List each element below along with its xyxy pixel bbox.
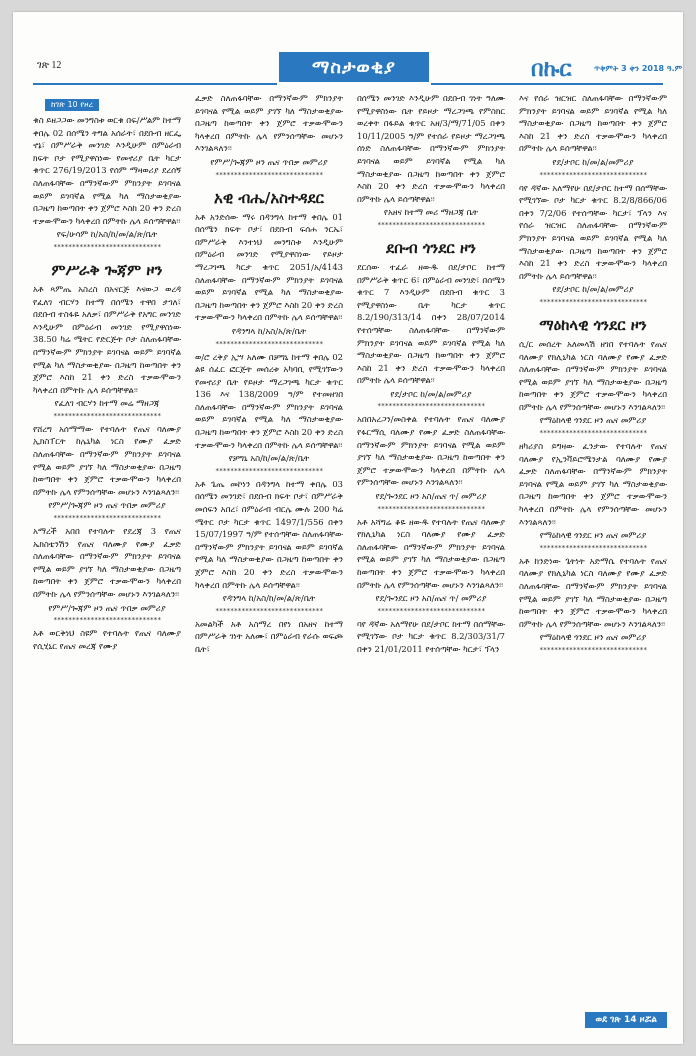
notice-text: እና የሰራ ዝርዝር ስለጠፋባቸው በማንኛውም ምክንያት ይገባናል ወይም ይገባኛል የሚል ካለ ማስታወቂያው በጋዜጣ ከወጣበት ቀን ጀምሮ እስከ 21 ቀን ድረስ ተቃውሞውን ካላቀረበ በምትኩ ሌላ ይሰጣቸዋል፡፡ bbox=[519, 93, 667, 154]
notice-item bbox=[195, 92, 343, 181]
notice-text: አበበአረጋን/መስቀል የተባሉት የጤና ባለሙያ የፋርማሲ ባለሙያ የሙያ ፈቃድ ስለጠፋባቸው በማንኛውም ምክንያት ይገባናል የሚል ወይም ያገኘ ካለ ማስታወቂያው በጋዜጣ ከወጣበት ቀን ጀምሮ ተቃውሞውን ካላቀረበ በምትኩ ሌላ የምንሰጣቸው መሆኑን እንገልጻለን፡፡ bbox=[357, 414, 505, 488]
notice-columns bbox=[33, 92, 665, 1036]
asterisk-separator: ***************************** bbox=[539, 543, 647, 552]
asterisk-separator: ***************************** bbox=[539, 645, 647, 654]
notice-signature: የደ/ጐንደር ዞን አስ/ጤና ጥ/ መምሪያ bbox=[375, 593, 487, 604]
notice-text: አማረች አበበ የተባሉት የደረጃ 3 የጤና ኤክስቴንሽን የጤና ባለሙያ የሙያ ፈቃድ ስለጠፋባቸው በማንኛውም ምክንያት ይገባናል የሚል ወይም ያገኘ ካለ ማስታወቂያው በጋዜጣ ከወጣበት ቀን ጀምሮ ተቃውሞውን ካላቀረበ በምትኩ ሌላ የምንሰጣቸው መሆኑን እንገልጻለን፡፡ bbox=[33, 526, 181, 599]
header-rule-left bbox=[33, 83, 277, 85]
asterisk-separator: ***************************** bbox=[53, 411, 161, 420]
asterisk-separator: ***************************** bbox=[539, 297, 647, 306]
notice-signature: የማዕከላዊ ጎንደር ዞን ጤና መምሪያ bbox=[539, 632, 647, 643]
notice-signature: የዳንግላ ከ/አስ/ከ/መ/ል/ጽ/ቤት bbox=[222, 593, 316, 604]
zone-heading: ደቡብ ጎንደር ዞን bbox=[386, 238, 476, 257]
asterisk-separator: ***************************** bbox=[377, 606, 485, 615]
asterisk-separator: ***************************** bbox=[377, 220, 485, 229]
notice-item bbox=[519, 440, 667, 554]
notice-signature: የምሥ/ጐጃም ዞን ጤና ጥበቃ መምሪያ bbox=[48, 602, 166, 613]
notice-item bbox=[357, 413, 505, 514]
asterisk-separator: ***************************** bbox=[377, 504, 485, 513]
notice-signature: የማዕከላዊ ጎንደር ዞን ጤና መምሪያ bbox=[539, 415, 647, 426]
continued-on-page-tag: ወደ ገጽ 14 ዞሯል bbox=[585, 1012, 667, 1028]
notice-item bbox=[519, 182, 667, 308]
notice-signature: የአዘና ከተማ መሪ ማዘጋጃ ቤት bbox=[383, 207, 479, 218]
section-title: ማስታወቂያ bbox=[279, 52, 429, 82]
zone-heading: ምሥራቅ ጐጃም ዞን bbox=[51, 260, 163, 279]
notice-text: ወ/ሮ ረቅያ ኢሣ አለሙ በቻግኒ ከተማ ቀበሌ 02 ልዩ ሰፈር ፎርጅት መሰረቱ አካባቢ የሚገኘውን የመኖሪያ ቤት የይዞታ ማረጋገጫ ካርታ ቁጥር 136 እና 138/2009 ዓ/ም የተመዘገበ ስለጠፋባቸው በማንኛውም ምክንያት ይገባናል ወይም ይገባኛል የሚል ካለ ማስታወቂያው በጋዜጣ ከወጣበት ቀን ጀምሮ እስከ 20 ቀን ድረስ ተቃውሞውን ካላቀረበ በምትኩ ሌላ ይሰጣቸዋል፡፡ bbox=[195, 351, 343, 450]
notice-item bbox=[195, 618, 343, 656]
asterisk-separator: ***************************** bbox=[215, 339, 323, 348]
notice-signature: የደ/ታቦር ከ/መ/ል/መምሪያ bbox=[390, 388, 472, 399]
notice-signature: የምሥ/ጐጃም ዞን ጤና ጥበቃ መምሪያ bbox=[210, 156, 328, 167]
notice-text: አቶ ወርቅነህ ስዩም የተባሉት የጤና ባለሙያ የሲሂኒር የጤና መረጃ የሙያ bbox=[33, 628, 181, 651]
page-number: ገጽ 12 bbox=[37, 60, 62, 71]
continued-from-tag: ከገጽ 10 የዞረ bbox=[45, 99, 99, 111]
notice-item bbox=[519, 555, 667, 656]
page-header bbox=[13, 12, 683, 82]
notice-item bbox=[519, 92, 667, 181]
zone-heading: አዊ ብሔ/አስተዳደር bbox=[214, 188, 324, 207]
notice-signature: የቻግኒ አስ/ከ/መ/ል/ጽ/ቤት bbox=[228, 453, 310, 464]
notice-signature: የደ/ጐንደር ዞን አስ/ጤና ጥ/ መምሪያ bbox=[375, 491, 487, 502]
header-rule-right bbox=[431, 83, 663, 85]
notice-item bbox=[33, 261, 181, 422]
notice-signature: የፈለገ ብርሃን ከተማ መሬ ማዘጋጃ bbox=[54, 398, 160, 409]
notice-item bbox=[195, 478, 343, 617]
notice-item bbox=[519, 316, 667, 439]
column-1 bbox=[33, 92, 181, 1032]
asterisk-separator: ***************************** bbox=[53, 514, 161, 523]
column-3 bbox=[357, 92, 505, 1032]
notice-text: ቁስ ይዘጋጋው መንግስቱ ወርቁ በፍ/ሥልም ከተማ ቀበሌ 02 በሰሜን ትግል አሰራት፣ በደቡብ ዘርፌ ኖኔ፣ በምሥራቅ መንገድ እንዲሁም በምዕራብ ክፍት ቦታ የሚያዋስነው የመኖሪያ ቤት ካርታ ቁጥር 276/19/2013 የሰም ማዛወሪያ ደረሰኝ ስለጠፋባቸው በማንኛውም ምክንያት ይገባናል ወይም ይገባኛል የሚል ካለ ማስታወቂያው በጋዜጣ ከወጣበት ቀን ጀምሮ እስከ 20 ቀን ድረስ ተቃውሞውን ካላቀረበ በምትኩ ሌላ ይሰጣቸዋል፡፡ bbox=[33, 115, 181, 226]
notice-text: ደርሰው ተፈራ ዘውዱ በደ/ታቦር ከተማ በምሥራቅ ቁጥር 6፣ በምዕራብ መንገድ፣ በሰሜን ቁጥር 7 እንዲሁም በደቡብ ቁጥር 3 የሚያዋስነው ቤት ካርታ ቁጥር 8.2/190/313/14 በቀን 28/07/2014 የተሰጣቸው ስለጠፋባቸው በማንኛውም ምክንያት ይገባናል ወይም ይገባኛል የሚል ካለ ማስታወቂያው በጋዜጣ ከወጣበት ቀን ጀምሮ እስከ 21 ቀን ድረስ ተቃውሞውን ካላቀረበ በምትኩ ሌላ ይሰጣቸዋል፡፡ bbox=[357, 261, 505, 386]
notice-text: የሸረግ አሰማማው የተባሉት የጤና ባለሙያ ኢክስፐርት ከሌኒካል ነርስ የሙያ ፈቃድ ስለጠፋባቸው በማንኛውም ምክንያት ይገባናል የሚል ወይም ያገኘ ካለ ማስታወቂያው በጋዜጣ ከወጣበት ቀን ጀምሮ ተቃውሞውን ካላቀረበ በምትኩ ሌላ የምንሰጣቸው መሆኑን እንገልጻለን፡፡ bbox=[33, 423, 181, 497]
column-4 bbox=[519, 92, 667, 1032]
notice-signature: የፍ/ሁሳም ከ/አስ/ከ/መ/ል/ጽ/ቤት bbox=[56, 229, 158, 240]
notice-text: አቶ አንድሰው ማሩ በዳንግላ ከተማ ቀበሌ 01 በሰሜን ክፍት ቦታ፣ በደቡብ ፍሰሐ ንርኤ፣ በምሥራቅ እንተነህ መንግስቱ እንዲሁም በምዕራብ መንገድ የሚያዋስነው የይዞታ ማረጋገጫ ካርታ ቁጥር 2051/አ/4143 ስለጠፋባቸው በማንኛውም ምክንያት ይገባናል ወይም ይገባኛል የሚል ካለ ማስታወቂያው በጋዜጣ ከወጣበት ቀን ጀምሮ እስከ 20 ቀን ድረስ ተቃውሞውን ካላቀረበ በምትኩ ሌላ ይሰጣቸዋል፡፡ bbox=[195, 211, 343, 323]
paper-name: በኩር bbox=[531, 56, 572, 82]
notice-text: ባየ ዳኛው አለማየሁ በደ/ታቦር ከተማ በሰማቸው የሚገኘው ቦታ ካርታ ቁጥር 8.2/8/866/06 በቀን 7/2/06 የተሰጣቸው ካርታ፣ ፕላን እና የሰራ ዝርዝር ስለጠፋባቸው በማንኛውም ምክንያት ይገባናል ወይም ይገባኛል የሚል ካለ ማስታወቂያው በጋዜጣ ከወጣበት ቀን ጀምሮ እስከ 21 ቀን ድረስ ተቃውሞውን ካላቀረበ በምትኩ ሌላ ይሰጣቸዋል፡፡ bbox=[519, 182, 667, 281]
asterisk-separator: ***************************** bbox=[53, 242, 161, 251]
column-2 bbox=[195, 92, 343, 1032]
zone-heading: ማዕከላዊ ጎንደር ዞን bbox=[539, 315, 647, 334]
notice-item bbox=[357, 618, 505, 656]
notice-text: አመልካች አቶ አስማረ በየነ በአዘና ከተማ በምሥራቅ ገነት አለሙ፣ በምዕራብ የራሱ ወፍጮ ቤት፣ bbox=[195, 618, 343, 654]
notice-signature: የዳንግላ ከ/አስ/አ/ጽ/ቤት bbox=[231, 325, 307, 336]
notice-text: አቶ አሻግሬ ቆዬ ዘውዱ የተባሉት የጤና ባለሙያ የክሊኒካል ነርስ ባለሙያ የሙያ ፈቃድ ስለጠፋባቸው በማንኛውም ምክንያት ይገባናል የሚል ወይም ያገኘ ካለ ማስታወቂያው በጋዜጣ ከወጣበት ቀን ጀምሮ ተቃውሞውን ካላቀረበ በምትኩ ሌላ የምንሰጣቸው መሆኑን እንገልጻለን፡፡ bbox=[357, 516, 505, 590]
asterisk-separator: ***************************** bbox=[53, 616, 161, 625]
asterisk-separator: ***************************** bbox=[539, 429, 647, 438]
notice-item bbox=[357, 92, 505, 231]
notice-item bbox=[33, 627, 181, 652]
notice-signature: የምሥ/ጐጃም ዞን ጤና ጥበቃ መምሪያ bbox=[48, 500, 166, 511]
notice-item bbox=[357, 516, 505, 617]
asterisk-separator: ***************************** bbox=[215, 466, 323, 475]
newspaper-page bbox=[13, 12, 683, 1044]
notice-signature: የደ/ታቦር ከ/መ/ል/መምሪያ bbox=[552, 284, 634, 295]
notice-item bbox=[33, 114, 181, 253]
notice-text: ሲ/ር መሰረት አለመላሽ ዘገበ የተባሉት የጤና ባለሙያ የክሊኒካል ነርስ ባለሙያ የሙያ ፈቃድ ስለጠፋባቸው በማንኛውም ምክንያት ይገባናል የሚል ወይም ያገኘ ካለ ማስታወቂያው በጋዜጣ ከወጣበት ቀን ጀምሮ ተቃውሞውን ካላቀረበ በምትኩ ሌላ የምንሰጣቸው መሆኑን እንገልጻለን፡፡ bbox=[519, 338, 667, 412]
notice-text: ባየ ዳኛው አለማየሁ በደ/ታቦር ከተማ በሰማቸው የሚገኘው ቦታ ካርታ ቁጥር 8.2/303/31/7 በቀን 21/01/2011 የተሰጣቸው ካርታ፣ ፕላን bbox=[357, 618, 505, 654]
notice-item bbox=[33, 525, 181, 626]
notice-item bbox=[195, 189, 343, 350]
notice-item bbox=[33, 423, 181, 524]
notice-text: በሰሜን መንገድ እንዲሁም በደቡብ ገነት ዓለሙ የሚያዋስነው ቤት የይዞታ ማረጋገጫ የምስክር ወረቀት በፋይል ቁጥር አዘ/3/ማ/71/05 በቀን 10/11/2005 ዓ/ም የተሰራ የይዞታ ማረጋገጫ ሰነድ ስለጠፋባቸው በማንኛውም ምክንያት ይገባናል ወይም ይገባኛል የሚል ካለ ማስታወቂያው በጋዜጣ ከወጣበት ቀን ጀምሮ እስከ 20 ቀን ድረስ ተቃውሞውን ካላቀረበ በምትኩ ሌላ ይሰጣቸዋል፡፡ bbox=[357, 93, 505, 204]
notice-text: አቶ ከንድነው ጌትነት አድማሴ የተባሉት የጤና ባለሙያ የክሊኒካል ነርስ ባለሙያ የሙያ ፈቃድ ስለጠፋባቸው በማንኛውም ምክንያት ይገባናል የሚል ወይም ያገኘ ካለ ማስታወቂያው በጋዜጣ ከወጣበት ቀን ጀምሮ ተቃውሞውን ካላቀረበ በምትኩ ሌላ የምንሰጣቸው መሆኑን እንገልጻለን፡፡ bbox=[519, 555, 667, 629]
notice-signature: የደ/ታቦር ከ/መ/ል/መምሪያ bbox=[552, 156, 634, 167]
asterisk-separator: ***************************** bbox=[215, 606, 323, 615]
notice-signature: የማዕከላዊ ጎንደር ዞን ጤና መምሪያ bbox=[539, 530, 647, 541]
asterisk-separator: ***************************** bbox=[215, 170, 323, 179]
asterisk-separator: ***************************** bbox=[539, 170, 647, 179]
notice-text: ፈቃድ ስለጠፋባቸው በማንኛውም ምክንያት ይገባናል የሚል ወይም ያገኘ ካለ ማስታወቂያው በጋዜጣ ከወጣበት ቀን ጀምሮ ተቃውሞውን ካላቀረበ በምትኩ ሌላ የምንሰጣቸው መሆኑን እንገልጻለን፡፡ bbox=[195, 93, 343, 154]
notice-text: ዘካሪያስ ይግዛው ፈንታው የተባሉት የጤና ባለሙያ የኢንቫይሮሜንታል ባለሙያ የሙያ ፈቃድ ስለጠፋባቸው በማንኛውም ምክንያት ይገባናል የሚል ወይም ያገኘ ካለ ማስታወቂያው በጋዜጣ ከወጣበት ቀን ጀምሮ ተቃውሞውን ካላቀረበ በምትኩ ሌላ የምንሰጣቸው መሆኑን እንገልጻለን፡፡ bbox=[519, 441, 667, 527]
notice-item bbox=[195, 351, 343, 477]
asterisk-separator: ***************************** bbox=[377, 402, 485, 411]
notice-text: አቶ ጻምጤ አስረስ በአናርጅ እናውጋ ወረዳ የፈለገ ብርሃን ከተማ በሰሜን ተዋበ ታገለ፣ በደቡብ ተስፋዬ አለቃ፣ በምሥራቅ የአግር መንገድ እንዲሁም በምዕራብ መንገድ የሚያዋስነው 38.50 ካሬ ሜትር የድርጅት ቦታ ስለጠፋባቸው በማንኛውም ምክንያት ይገባናል ወይም ይገባኛል የሚል ካለ ማስታወቂያው በጋዜጣ ከወጣበት ቀን ጀምሮ እስከ 21 ቀን ድረስ ተቃውሞውን ካላቀረበ በምትኩ ሌላ ይሰጣቸዋል፡፡ bbox=[33, 283, 181, 395]
notice-item bbox=[357, 239, 505, 413]
notice-text: አቶ ጌጤ መኮነን በዳንግላ ከተማ ቀበሌ 03 በሰሜን መንገድ፣ በደቡብ ክፍት ቦታ፣ በምሥራቅ መሰፍን አበረ፣ በምዕራብ ብርሌ ሙሉ 200 ካሬ ሜትር ቦታ ካርታ ቁጥር 1497/1/556 በቀን 15/07/1997 ዓ/ም የተሰጣቸው ስለጠፋባቸው በማንኛውም ምክንያት ይገባናል ወይም ይገባኛል የሚል ካለ ማስታወቂያው በጋዜጣ ከወጣበት ቀን ጀምሮ እስከ 20 ቀን ድረስ ተቃውሞውን ካላቀረበ በምትኩ ሌላ ይሰጣቸዋል፡፡ bbox=[195, 478, 343, 590]
paper-date: ጥቅምት 3 ቀን 2018 ዓ.ም bbox=[594, 64, 683, 73]
